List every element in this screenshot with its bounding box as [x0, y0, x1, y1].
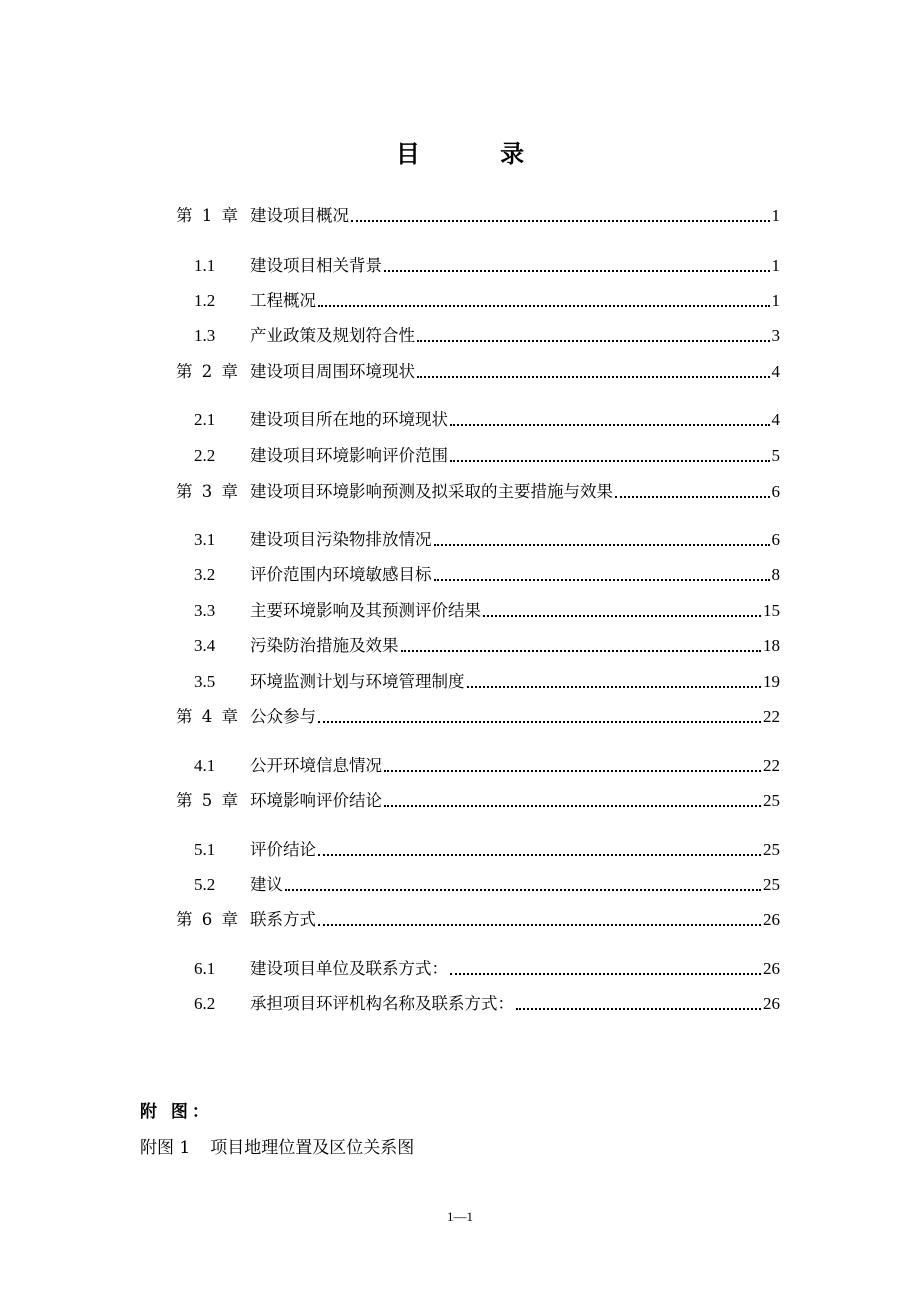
toc-entry-title: 产业政策及规划符合性: [250, 326, 415, 345]
toc-chapter-number: 第 3 章: [176, 482, 240, 501]
toc-section-number: 3.3: [194, 601, 216, 620]
toc-chapter-number: 第 5 章: [176, 791, 240, 810]
toc-section-number: 3.4: [194, 636, 216, 655]
toc-page-number: 18: [763, 636, 780, 655]
toc-page-number: 4: [771, 410, 780, 429]
toc-section-number: 5.1: [194, 840, 216, 859]
toc-page-number: 22: [763, 707, 780, 726]
toc-section-number: 5.2: [194, 875, 216, 894]
toc-dot-leader: [318, 924, 761, 926]
toc-page-number: 15: [763, 601, 780, 620]
toc-section-row[interactable]: [194, 839, 780, 861]
toc-chapter-number: 第 2 章: [176, 362, 240, 381]
toc-dot-leader: [417, 340, 770, 342]
toc-entry-title: 联系方式: [250, 910, 316, 929]
toc-dot-leader: [483, 615, 761, 617]
toc-chapter-row[interactable]: [176, 481, 780, 503]
toc-section-number: 3.5: [194, 672, 216, 691]
toc-dot-leader: [417, 376, 770, 378]
toc-chapter-row[interactable]: [176, 205, 780, 227]
toc-entry-title: 建设项目单位及联系方式：: [250, 959, 448, 978]
appendix-item: [140, 1133, 414, 1158]
toc-dot-leader: [450, 973, 761, 975]
toc-section-row[interactable]: [194, 958, 780, 980]
toc-entry-title: 主要环境影响及其预测评价结果: [250, 601, 481, 620]
toc-page-number: 25: [763, 840, 780, 859]
toc-dot-leader: [401, 650, 762, 652]
toc-entry-title: 污染防治措施及效果: [250, 636, 399, 655]
toc-dot-leader: [516, 1008, 761, 1010]
toc-entry-title: 建设项目环境影响评价范围: [250, 446, 448, 465]
toc-page-number: 1: [771, 256, 780, 275]
toc-dot-leader: [450, 460, 770, 462]
toc-dot-leader: [467, 686, 762, 688]
page-number-footer: 1—1: [447, 1209, 473, 1224]
toc-entry-title: 建设项目相关背景: [250, 256, 382, 275]
toc-entry-title: 公众参与: [250, 707, 316, 726]
toc-chapter-number: 第 4 章: [176, 707, 240, 726]
toc-dot-leader: [434, 579, 770, 581]
toc-section-row[interactable]: [194, 290, 780, 312]
toc-entry-title: 建设项目环境影响预测及拟采取的主要措施与效果: [250, 482, 613, 501]
toc-section-number: 1.2: [194, 291, 216, 310]
toc-chapter-row[interactable]: [176, 361, 780, 383]
toc-section-row[interactable]: [194, 325, 780, 347]
toc-section-row[interactable]: [194, 255, 780, 277]
toc-section-row[interactable]: [194, 445, 780, 467]
appendix-item-title: 项目地理位置及区位关系图: [210, 1138, 415, 1158]
toc-section-number: 3.2: [194, 565, 216, 584]
toc-entry-title: 建设项目污染物排放情况: [250, 530, 432, 549]
toc-entry-title: 环境监测计划与环境管理制度: [250, 672, 465, 691]
toc-page-number: 25: [763, 875, 780, 894]
toc-entry-title: 建设项目概况: [250, 206, 349, 225]
toc-entry-title: 承担项目环评机构名称及联系方式：: [250, 994, 514, 1013]
toc-section-row[interactable]: [194, 529, 780, 551]
appendix-heading: 附 图：: [140, 1102, 213, 1122]
toc-section-row[interactable]: [194, 755, 780, 777]
toc-entry-title: 评价范围内环境敏感目标: [250, 565, 432, 584]
toc-page-number: 26: [763, 994, 780, 1013]
toc-chapter-row[interactable]: [176, 909, 780, 931]
toc-dot-leader: [285, 889, 761, 891]
toc-entry-title: 公开环境信息情况: [250, 756, 382, 775]
toc-section-number: 2.2: [194, 446, 216, 465]
toc-section-row[interactable]: [194, 635, 780, 657]
toc-section-row[interactable]: [194, 600, 780, 622]
toc-page-number: 26: [763, 910, 780, 929]
toc-dot-leader: [450, 424, 770, 426]
toc-section-row[interactable]: [194, 874, 780, 896]
appendix-item-label: 附图 1: [140, 1138, 191, 1158]
toc-page-number: 6: [771, 482, 780, 501]
toc-chapter-number: 第 6 章: [176, 910, 240, 929]
toc-dot-leader: [615, 496, 770, 498]
toc-chapter-number: 第 1 章: [176, 206, 240, 225]
toc-page-number: 1: [771, 206, 780, 225]
toc-section-row[interactable]: [194, 564, 780, 586]
toc-entry-title: 建议: [250, 875, 283, 894]
toc-chapter-row[interactable]: [176, 790, 780, 812]
toc-section-number: 6.1: [194, 959, 216, 978]
toc-dot-leader: [318, 721, 761, 723]
toc-page-number: 25: [763, 791, 780, 810]
toc-entry-title: 评价结论: [250, 840, 316, 859]
toc-section-number: 1.1: [194, 256, 216, 275]
toc-entry-title: 建设项目所在地的环境现状: [250, 410, 448, 429]
toc-entry-title: 环境影响评价结论: [250, 791, 382, 810]
page-title: 目 录: [395, 140, 561, 168]
toc-dot-leader: [384, 270, 770, 272]
toc-page-number: 5: [771, 446, 780, 465]
toc-dot-leader: [384, 805, 761, 807]
toc-page-number: 4: [771, 362, 780, 381]
toc-dot-leader: [384, 770, 761, 772]
toc-dot-leader: [318, 305, 770, 307]
toc-section-row[interactable]: [194, 409, 780, 431]
toc-page-number: 26: [763, 959, 780, 978]
toc-dot-leader: [318, 854, 761, 856]
toc-entry-title: 工程概况: [250, 291, 316, 310]
toc-dot-leader: [351, 220, 770, 222]
toc-section-row[interactable]: [194, 671, 780, 693]
toc-section-number: 3.1: [194, 530, 216, 549]
toc-page-number: 19: [763, 672, 780, 691]
toc-section-number: 1.3: [194, 326, 216, 345]
toc-section-number: 4.1: [194, 756, 216, 775]
toc-page-number: 22: [763, 756, 780, 775]
toc-section-number: 6.2: [194, 994, 216, 1013]
toc-entry-title: 建设项目周围环境现状: [250, 362, 415, 381]
toc-section-row[interactable]: [194, 993, 780, 1015]
toc-page-number: 6: [771, 530, 780, 549]
toc-dot-leader: [434, 544, 770, 546]
toc-section-number: 2.1: [194, 410, 216, 429]
toc-page-number: 8: [771, 565, 780, 584]
toc-page-number: 3: [771, 326, 780, 345]
toc-chapter-row[interactable]: [176, 706, 780, 728]
toc-page-number: 1: [771, 291, 780, 310]
